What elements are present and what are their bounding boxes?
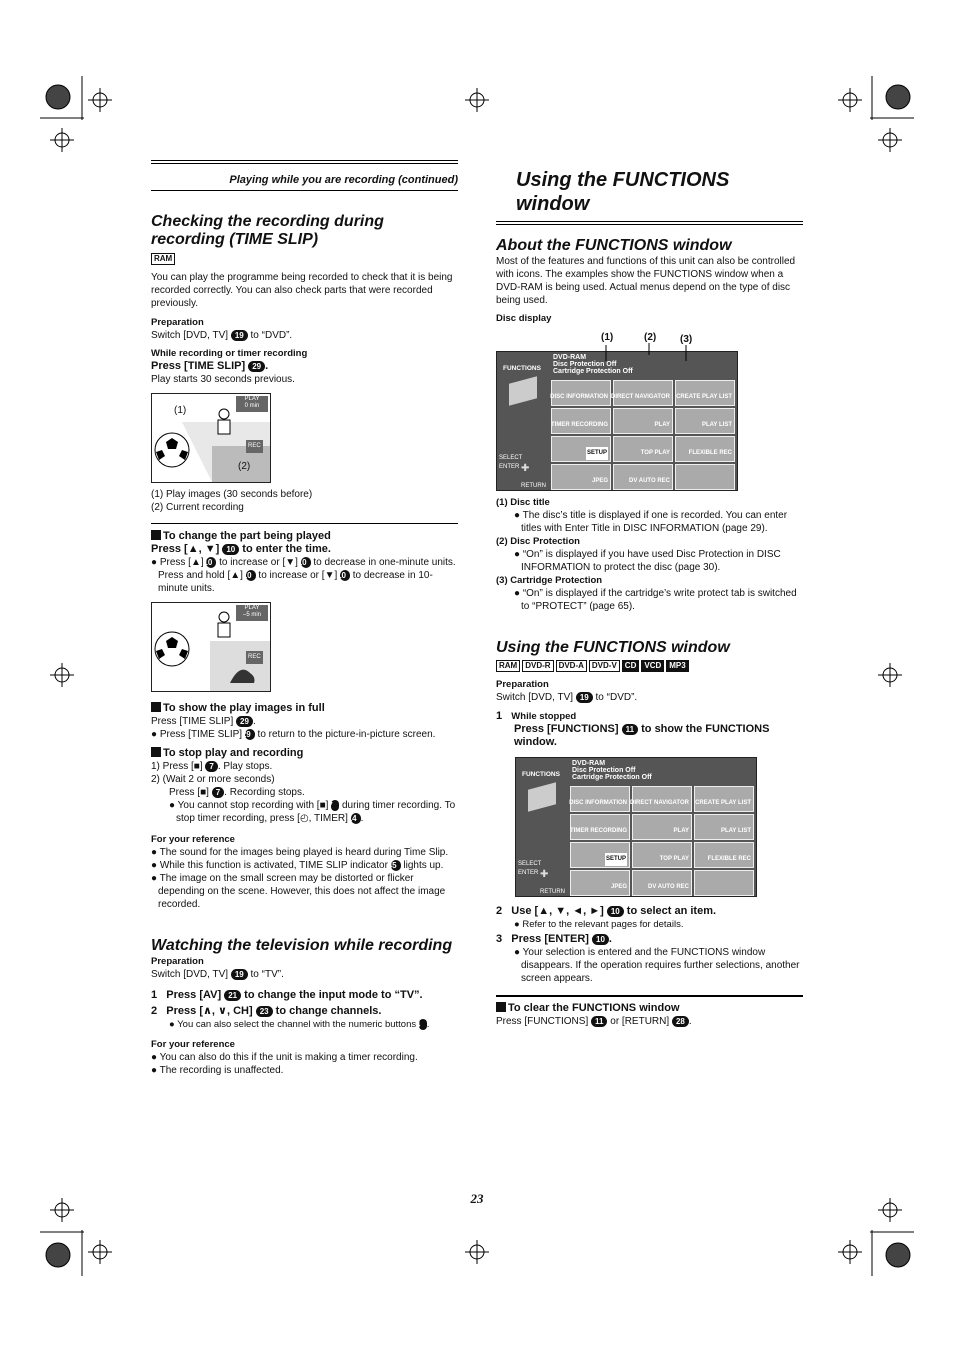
stop-step-1: 1) Press [■] 7 . Play stops. bbox=[151, 761, 273, 772]
function-icon-label: JPEG bbox=[610, 884, 627, 890]
press-time-slip-step: Press [TIME SLIP] 29 . bbox=[151, 360, 269, 372]
tag-vcd: VCD bbox=[641, 660, 664, 672]
functions-window-1 bbox=[496, 351, 738, 491]
ref1-bullet-3: ● The image on the small screen may be distorted or flicker depending on the scene. However, this does not affect the image recorded. bbox=[151, 873, 446, 910]
disc-icon-2 bbox=[528, 782, 556, 812]
callout-2: (2) bbox=[644, 332, 657, 343]
fn2-disc: DVD-RAM bbox=[572, 760, 606, 767]
function-icon-play[interactable] bbox=[632, 814, 692, 840]
disc-icon bbox=[509, 376, 537, 406]
about-intro: Most of the features and functions of this unit can also be controlled with icons. The examples show the FUNCTIONS window when a DVD-RAM is being used. Actual menus depend on the type of disc being used. bbox=[496, 256, 796, 306]
fn1-cart-prot: Cartridge Protection Off bbox=[553, 368, 633, 375]
ref1-bullet-2: ● While this function is activated, TIME SLIP indicator 45 lights up. bbox=[151, 860, 444, 871]
stop-step-2: 2) (Wait 2 or more seconds) bbox=[151, 774, 275, 785]
stop-step-2b: Press [■] 7 . Recording stops. bbox=[169, 787, 305, 798]
tag-cd: CD bbox=[622, 660, 640, 672]
page-title: Using the FUNCTIONS window bbox=[516, 169, 730, 215]
function-icon-flexible-rec[interactable] bbox=[694, 842, 754, 868]
function-icon-timer-recording[interactable] bbox=[570, 814, 630, 840]
function-icon-label: PLAY LIST bbox=[701, 422, 732, 428]
function-icon-label: DISC INFORMATION bbox=[569, 800, 627, 806]
fn2-return: RETURN bbox=[540, 889, 565, 895]
time-slip-intro: You can play the programme being recorded to check that it is being recorded correctly. You can also check parts that were recorded previously. bbox=[151, 272, 453, 309]
function-icon-label: TOP PLAY bbox=[659, 856, 689, 862]
fn2-title: FUNCTIONS bbox=[522, 771, 560, 778]
function-icon-setup[interactable] bbox=[551, 436, 611, 462]
change-part-bullet: ● Press [▲] 10 to increase or [▼] 10 to decrease in one-minute units. Press and hold [▲] 10 to increase or [▼] 10 to decrease in 10-minute units. bbox=[151, 557, 456, 594]
about-item-2: (2) Disc Protection ● “On” is displayed if you have used Disc Protection in DISC INFORMATION to protect the disc (page 30). bbox=[496, 536, 781, 573]
function-icon-timer-recording[interactable] bbox=[551, 408, 611, 434]
disc-display-label: Disc display bbox=[496, 313, 552, 324]
clock-icon: ◴ bbox=[299, 813, 309, 824]
function-icon-create-play-list[interactable] bbox=[675, 380, 735, 406]
left-column bbox=[151, 160, 458, 1077]
fn1-icon-grid bbox=[551, 380, 735, 490]
full-line-1: Press [TIME SLIP] 29 . bbox=[151, 716, 256, 727]
clear-heading: To clear the FUNCTIONS window bbox=[496, 1002, 803, 1015]
using-step-1-label: 1 While stopped bbox=[496, 710, 577, 722]
fig1-play-label: PLAY bbox=[244, 396, 260, 402]
function-icon-label: PLAY LIST bbox=[720, 828, 751, 834]
function-icon-label: CREATE PLAY LIST bbox=[676, 394, 732, 400]
function-icon-label: FLEXIBLE REC bbox=[688, 450, 732, 456]
using-prep-label: Preparation bbox=[496, 679, 549, 690]
press-note: Play starts 30 seconds previous. bbox=[151, 374, 295, 385]
while-recording-label: While recording or timer recording bbox=[151, 348, 308, 359]
fn2-select: SELECT bbox=[518, 861, 542, 867]
fig2-play-label: PLAY bbox=[244, 605, 260, 611]
function-icon-empty[interactable] bbox=[694, 870, 754, 896]
function-icon-dv-auto-rec[interactable] bbox=[613, 464, 673, 490]
page-number: 23 bbox=[470, 1191, 484, 1206]
tv-heading: Watching the television while recording bbox=[151, 937, 453, 954]
function-icon-label: TIMER RECORDING bbox=[570, 828, 627, 834]
prep-label: Preparation bbox=[151, 317, 204, 328]
function-icon-empty[interactable] bbox=[675, 464, 735, 490]
callout-1: (1) bbox=[601, 332, 614, 343]
tag-mp3: MP3 bbox=[666, 660, 688, 672]
function-icon-jpeg[interactable] bbox=[570, 870, 630, 896]
function-icon-label: TOP PLAY bbox=[640, 450, 670, 456]
running-head-rule bbox=[151, 160, 458, 164]
fn2-icon-grid bbox=[570, 786, 754, 896]
time-slip-heading: Checking the recording during recording (TIME SLIP) bbox=[151, 213, 384, 248]
function-icon-flexible-rec[interactable] bbox=[675, 436, 735, 462]
using-step-3: 3 Press [ENTER] 10 . bbox=[496, 933, 612, 945]
function-icon-dv-auto-rec[interactable] bbox=[632, 870, 692, 896]
function-icon-label: JPEG bbox=[591, 478, 608, 484]
function-icon-play-list[interactable] bbox=[694, 814, 754, 840]
callout-lines bbox=[594, 331, 694, 371]
right-column bbox=[496, 160, 803, 1028]
tv-ref-2: ● The recording is unaffected. bbox=[151, 1065, 284, 1076]
caption-2: (2) Current recording bbox=[151, 502, 244, 513]
fn1-return: RETURN bbox=[521, 483, 546, 489]
about-item-1: (1) Disc title ● The disc’s title is displayed if one is recorded. You can enter titles with Enter Title in DISC INFORMATION (page 29). bbox=[496, 497, 788, 534]
function-icon-label: DV AUTO REC bbox=[628, 478, 670, 484]
function-icon-play-list[interactable] bbox=[675, 408, 735, 434]
function-icon-direct-navigator[interactable] bbox=[610, 380, 673, 406]
change-part-step: Press [▲, ▼] 10 to enter the time. bbox=[151, 543, 331, 555]
tv-prep-label: Preparation bbox=[151, 956, 204, 967]
function-icon-label: DV AUTO REC bbox=[647, 884, 689, 890]
dpad-icon-2: ✚ bbox=[540, 869, 549, 880]
dpad-icon: ✚ bbox=[521, 463, 530, 474]
about-heading: About the FUNCTIONS window bbox=[496, 237, 732, 254]
fig1-rec-label: REC bbox=[246, 440, 263, 453]
function-icon-label: PLAY bbox=[673, 828, 689, 834]
fig1-callout-1: (1) bbox=[174, 405, 187, 416]
full-line-2: ● Press [TIME SLIP] 29 to return to the picture-in-picture screen. bbox=[151, 729, 436, 740]
tv-ref-1: ● You can also do this if the unit is making a timer recording. bbox=[151, 1052, 418, 1063]
function-icon-setup[interactable] bbox=[570, 842, 630, 868]
function-icon-direct-navigator[interactable] bbox=[629, 786, 692, 812]
using-step-3-note: ● Your selection is entered and the FUNCTIONS window disappears. If the operation requires further selections, another screen appears. bbox=[514, 947, 800, 984]
fn2-cart-prot: Cartridge Protection Off bbox=[572, 774, 652, 781]
change-part-heading: To change the part being played bbox=[151, 530, 458, 543]
clear-line: Press [FUNCTIONS] 11 or [RETURN] 28 . bbox=[496, 1016, 692, 1027]
function-icon-label: DISC INFORMATION bbox=[550, 394, 608, 400]
tag-dvd-v: DVD-V bbox=[589, 660, 620, 672]
fn1-select: SELECT bbox=[499, 455, 523, 461]
function-icon-play[interactable] bbox=[613, 408, 673, 434]
function-icon-disc-information[interactable] bbox=[570, 786, 630, 812]
tv-step-2-note: ● You can also select the channel with the numeric buttons 4 . bbox=[169, 1019, 430, 1030]
function-icon-disc-information[interactable] bbox=[551, 380, 611, 406]
caption-1: (1) Play images (30 seconds before) bbox=[151, 489, 313, 500]
fig1-time-label: 0 min bbox=[244, 403, 260, 409]
using-step-2-note: ● Refer to the relevant pages for details. bbox=[514, 919, 684, 930]
ref1-bullet-1: ● The sound for the images being played is heard during Time Slip. bbox=[151, 847, 449, 858]
function-icon-label: DIRECT NAVIGATOR bbox=[629, 800, 689, 806]
function-icon-label: SETUP bbox=[605, 853, 627, 866]
fn1-title: FUNCTIONS bbox=[503, 365, 541, 372]
ref-label-1: For your reference bbox=[151, 834, 235, 845]
function-icon-top-play[interactable] bbox=[613, 436, 673, 462]
fig2-rec-label: REC bbox=[246, 651, 263, 664]
tag-dvd-a: DVD-A bbox=[556, 660, 587, 672]
tv-ref-label: For your reference bbox=[151, 1039, 235, 1050]
function-icon-label: SETUP bbox=[586, 447, 608, 460]
using-heading: Using the FUNCTIONS window bbox=[496, 639, 730, 656]
function-icon-label: DIRECT NAVIGATOR bbox=[610, 394, 670, 400]
tv-prep-text: Switch [DVD, TV] 19 to “TV”. bbox=[151, 969, 284, 980]
function-icon-label: TIMER RECORDING bbox=[551, 422, 608, 428]
fn1-disc-prot: Disc Protection Off bbox=[553, 361, 617, 368]
stop-heading: To stop play and recording bbox=[151, 747, 458, 760]
fig1-callout-2: (2) bbox=[238, 461, 251, 472]
fn1-enter: ENTER bbox=[499, 464, 520, 470]
fig2-time-label: –5 min bbox=[242, 612, 261, 618]
time-slip-figure-1 bbox=[151, 393, 271, 483]
tv-step-1: 1 Press [AV] 21 to change the input mode to “TV”. bbox=[151, 989, 423, 1001]
fn2-enter: ENTER bbox=[518, 870, 539, 876]
function-icon-top-play[interactable] bbox=[632, 842, 692, 868]
about-item-3: (3) Cartridge Protection ● “On” is displayed if the cartridge’s write protect tab is switched to “PROTECT” (page 65). bbox=[496, 575, 797, 612]
fn2-disc-prot: Disc Protection Off bbox=[572, 767, 636, 774]
using-step-1: Press [FUNCTIONS] 11 to show the FUNCTIONS window. bbox=[514, 723, 770, 748]
function-icon-jpeg[interactable] bbox=[551, 464, 611, 490]
stop-note: ● You cannot stop recording with [■] 7 during timer recording. To stop timer recording, press [◴, TIMER] 14 . bbox=[169, 800, 456, 824]
disc-tags bbox=[496, 659, 803, 672]
fn1-disc: DVD-RAM bbox=[553, 354, 587, 361]
tag-ram: RAM bbox=[496, 660, 520, 672]
ram-tag: RAM bbox=[151, 253, 175, 265]
full-heading: To show the play images in full bbox=[151, 702, 458, 715]
prep-text: Switch [DVD, TV] 19 to “DVD”. bbox=[151, 330, 293, 341]
tag-dvd-r: DVD-R bbox=[522, 660, 553, 672]
functions-window-2 bbox=[515, 757, 757, 897]
time-slip-figure-2 bbox=[151, 602, 271, 692]
function-icon-label: PLAY bbox=[654, 422, 670, 428]
running-head: Playing while you are recording (continued) bbox=[229, 174, 458, 186]
function-icon-label: CREATE PLAY LIST bbox=[695, 800, 751, 806]
using-prep-text: Switch [DVD, TV] 19 to “DVD”. bbox=[496, 692, 638, 703]
tv-step-2: 2 Press [∧, ∨, CH] 23 to change channels. bbox=[151, 1005, 382, 1017]
function-icon-create-play-list[interactable] bbox=[694, 786, 754, 812]
using-step-2: 2 Use [▲, ▼, ◄, ►] 10 to select an item. bbox=[496, 905, 717, 917]
function-icon-label: FLEXIBLE REC bbox=[707, 856, 751, 862]
callout-3: (3) bbox=[680, 334, 693, 345]
